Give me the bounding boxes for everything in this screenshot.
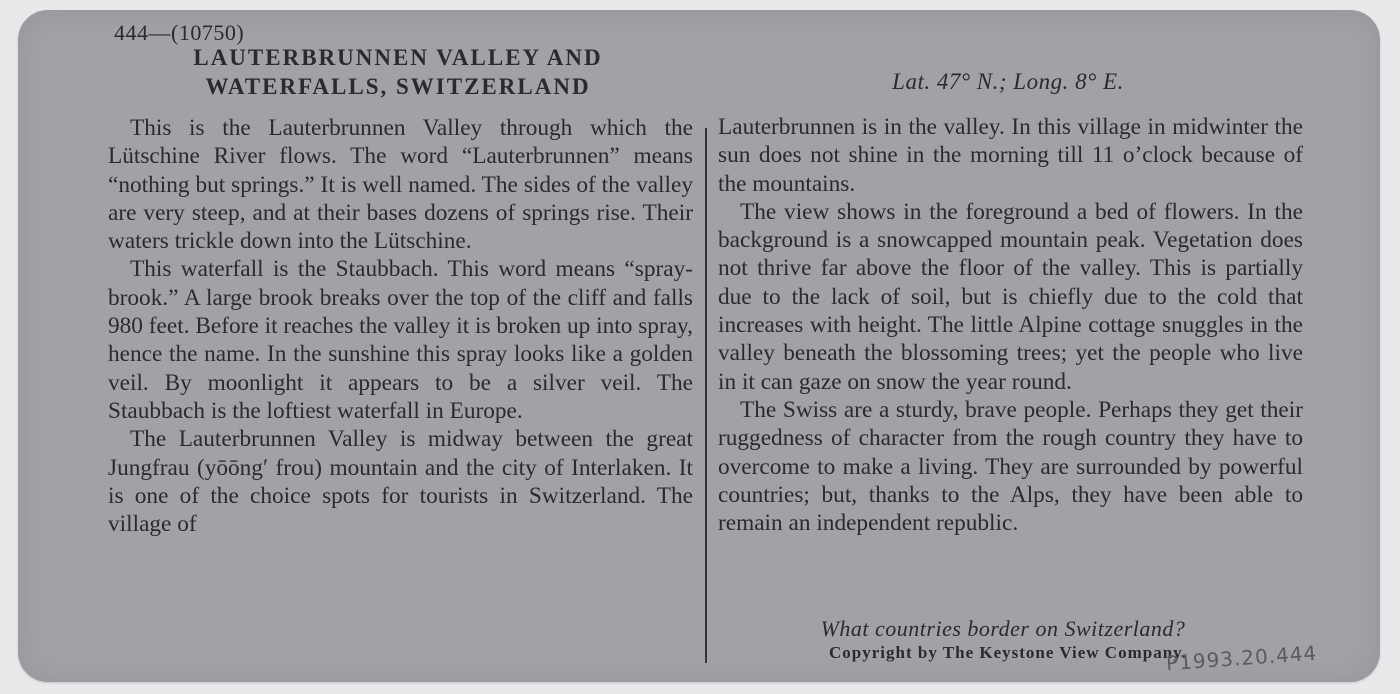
right-column bbox=[718, 113, 1303, 537]
left-paragraph-3: The Lauterbrunnen Valley is midway between the great Jungfrau (yōōng′ frou) mountain and the city of Interlaken. It is one of the choice spots for tourists in Switzerland. The village of bbox=[108, 426, 693, 538]
left-paragraph-2: This waterfall is the Staubbach. This word means “spray-brook.” A large brook breaks over the top of the cliff and falls 980 feet. Before it reaches the valley it is broken up into spray, hence the name. In the sunshine this spray looks like a golden veil. By moonlight it appears to be a silver veil. The Staubbach is the loftiest waterfall in Europe. bbox=[108, 256, 693, 424]
card-title bbox=[118, 43, 678, 101]
right-paragraph-1: Lauterbrunnen is in the valley. In this village in midwinter the sun does not shine in the morning till 11 o’clock because of the mountains. bbox=[718, 114, 1303, 197]
left-paragraph-1: This is the Lauterbrunnen Valley through which the Lütschine River flows. The word “Lauterbrunnen” means “nothing but springs.” It is well named. The sides of the valley are very steep, and at their bases dozens of springs rise. Their waters trickle down into the Lütschine. bbox=[108, 115, 693, 255]
left-column bbox=[108, 114, 693, 538]
right-paragraph-2: The view shows in the foreground a bed of flowers. In the background is a snowcapped mountain peak. Vegetation does not thrive far above the floor of the valley. This is partially due to the lack of soil, but is chiefly due to the cold that increases with height. The little Alpine cottage snuggles in the valley beneath the blossoming trees; yet the people who live in it can gaze on snow the year round. bbox=[718, 198, 1303, 395]
title-line-1: LAUTERBRUNNEN VALLEY AND bbox=[193, 45, 603, 70]
stereoview-card-back bbox=[18, 10, 1380, 682]
lat-long: Lat. 47° N.; Long. 8° E. bbox=[892, 69, 1124, 94]
catalog-number: 444—(10750) bbox=[114, 20, 245, 45]
column-divider bbox=[705, 128, 707, 663]
title-line-2: WATERFALLS, SWITZERLAND bbox=[205, 74, 591, 99]
accession-number: P1993.20.444 bbox=[1165, 640, 1318, 676]
study-question: What countries border on Switzerland? bbox=[820, 616, 1186, 641]
right-paragraph-3: The Swiss are a sturdy, brave people. Perhaps they get their ruggedness of character from the rough country they have to overcome to make a living. They are surrounded by powerful countries; but, thanks to the Alps, they have been able to remain an independent republic. bbox=[718, 396, 1303, 537]
copyright-line: Copyright by The Keystone View Company. bbox=[829, 643, 1187, 662]
